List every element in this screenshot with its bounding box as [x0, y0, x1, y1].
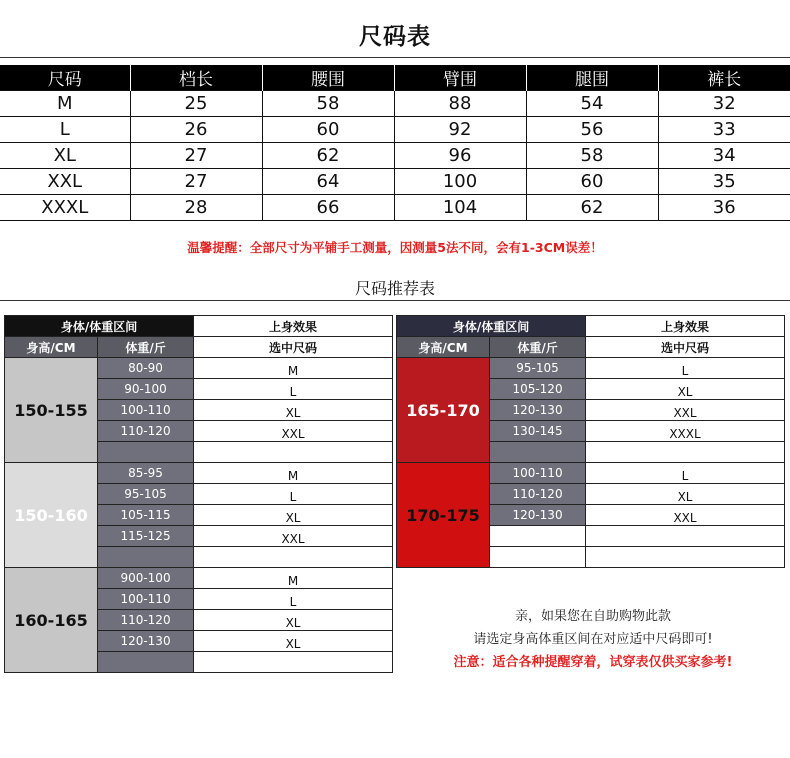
table-cell: 100: [394, 169, 526, 195]
weight-cell: [490, 442, 586, 463]
table-cell: 54: [526, 91, 658, 117]
measurement-note: 温馨提醒：全部尺寸为平铺手工测量，因测量5法不同，会有1-3CM误差！: [187, 240, 603, 255]
size-cell: M: [194, 568, 393, 589]
weight-cell: 120-130: [490, 505, 586, 526]
page-title: 尺码表: [359, 24, 431, 50]
table-cell: 62: [262, 143, 394, 169]
weight-cell: [98, 652, 194, 673]
size-table: [0, 65, 790, 221]
effect-header: 上身效果: [194, 316, 393, 337]
weight-cell: 120-130: [98, 631, 194, 652]
title-divider: [0, 57, 790, 58]
size-cell: L: [194, 379, 393, 400]
size-cell: [194, 547, 393, 568]
height-range-cell: 170-175: [397, 463, 490, 568]
size-cell: M: [0, 91, 130, 117]
size-cell: XL: [0, 143, 130, 169]
range-header: 身体/体重区间: [5, 316, 194, 337]
table-cell: 56: [526, 117, 658, 143]
size-cell: [586, 547, 785, 568]
table-cell: 36: [658, 195, 790, 221]
choose-size-header: 选中尺码: [586, 337, 785, 358]
weight-cell: [98, 547, 194, 568]
reference-warning: 注意：适合各种提醒穿着，试穿表仅供买家参考!: [453, 655, 733, 670]
table-cell: 66: [262, 195, 394, 221]
col-header-crotch: 档长: [130, 65, 262, 91]
table-cell: 27: [130, 169, 262, 195]
height-header: 身高/CM: [5, 337, 98, 358]
shopping-message: 亲，如果您在自助购物此款: [514, 609, 671, 624]
col-header-length: 裤长: [658, 65, 790, 91]
col-header-thigh: 腿围: [526, 65, 658, 91]
size-cell: XXXL: [0, 195, 130, 221]
table-cell: 60: [262, 117, 394, 143]
size-cell: XL: [194, 505, 393, 526]
weight-cell: 100-110: [98, 589, 194, 610]
height-range-cell: 150-160: [5, 463, 98, 568]
size-cell: XXL: [586, 400, 785, 421]
recommendation-title: 尺码推荐表: [354, 279, 435, 298]
weight-cell: 120-130: [490, 400, 586, 421]
table-row: [0, 91, 790, 117]
weight-cell: 100-110: [490, 463, 586, 484]
size-cell: L: [0, 117, 130, 143]
table-row: [0, 143, 790, 169]
size-cell: L: [194, 484, 393, 505]
table-cell: 60: [526, 169, 658, 195]
table-row: [0, 169, 790, 195]
col-header-size: 尺码: [0, 65, 130, 91]
table-cell: 58: [526, 143, 658, 169]
size-cell: [194, 652, 393, 673]
weight-cell: 100-110: [98, 400, 194, 421]
size-cell: XL: [194, 631, 393, 652]
size-cell: [586, 442, 785, 463]
size-cell: [586, 526, 785, 547]
table-row: [0, 117, 790, 143]
height-range-cell: 160-165: [5, 568, 98, 673]
left-recommendation-table: [4, 315, 393, 673]
weight-cell: 90-100: [98, 379, 194, 400]
size-cell: XXXL: [586, 421, 785, 442]
table-cell: 62: [526, 195, 658, 221]
size-cell: L: [586, 358, 785, 379]
weight-cell: 110-120: [490, 484, 586, 505]
weight-cell: [490, 547, 586, 568]
table-cell: 25: [130, 91, 262, 117]
size-cell: XXL: [194, 526, 393, 547]
weight-cell: 130-145: [490, 421, 586, 442]
table-cell: 27: [130, 143, 262, 169]
weight-cell: 80-90: [98, 358, 194, 379]
recommendation-divider: [0, 300, 790, 301]
weight-cell: 105-120: [490, 379, 586, 400]
col-header-hip: 臂围: [394, 65, 526, 91]
weight-cell: 105-115: [98, 505, 194, 526]
table-cell: 35: [658, 169, 790, 195]
effect-header: 上身效果: [586, 316, 785, 337]
size-cell: XXL: [0, 169, 130, 195]
table-cell: 32: [658, 91, 790, 117]
table-cell: 104: [394, 195, 526, 221]
right-recommendation-table: [396, 315, 785, 568]
col-header-waist: 腰围: [262, 65, 394, 91]
size-cell: [194, 442, 393, 463]
select-size-message: 请选定身高体重区间在对应适中尺码即可!: [473, 632, 713, 647]
choose-size-header: 选中尺码: [194, 337, 393, 358]
size-table-header-row: [0, 65, 790, 91]
size-cell: XXL: [586, 505, 785, 526]
table-cell: 26: [130, 117, 262, 143]
weight-cell: 95-105: [490, 358, 586, 379]
table-cell: 88: [394, 91, 526, 117]
weight-cell: 110-120: [98, 610, 194, 631]
weight-cell: 900-100: [98, 568, 194, 589]
size-cell: M: [194, 463, 393, 484]
height-range-cell: 150-155: [5, 358, 98, 463]
height-range-cell: 165-170: [397, 358, 490, 463]
weight-cell: 95-105: [98, 484, 194, 505]
size-cell: XL: [586, 484, 785, 505]
weight-cell: [490, 526, 586, 547]
table-row: [0, 195, 790, 221]
height-header: 身高/CM: [397, 337, 490, 358]
table-cell: 34: [658, 143, 790, 169]
size-cell: XL: [194, 610, 393, 631]
weight-cell: 115-125: [98, 526, 194, 547]
table-cell: 58: [262, 91, 394, 117]
size-cell: XL: [586, 379, 785, 400]
weight-header: 体重/斤: [98, 337, 194, 358]
table-cell: 96: [394, 143, 526, 169]
size-cell: XXL: [194, 421, 393, 442]
weight-cell: [98, 442, 194, 463]
table-cell: 64: [262, 169, 394, 195]
weight-header: 体重/斤: [490, 337, 586, 358]
table-cell: 33: [658, 117, 790, 143]
range-header: 身体/体重区间: [397, 316, 586, 337]
size-cell: XL: [194, 400, 393, 421]
size-cell: L: [586, 463, 785, 484]
size-cell: L: [194, 589, 393, 610]
weight-cell: 110-120: [98, 421, 194, 442]
table-cell: 28: [130, 195, 262, 221]
table-cell: 92: [394, 117, 526, 143]
size-cell: M: [194, 358, 393, 379]
weight-cell: 85-95: [98, 463, 194, 484]
